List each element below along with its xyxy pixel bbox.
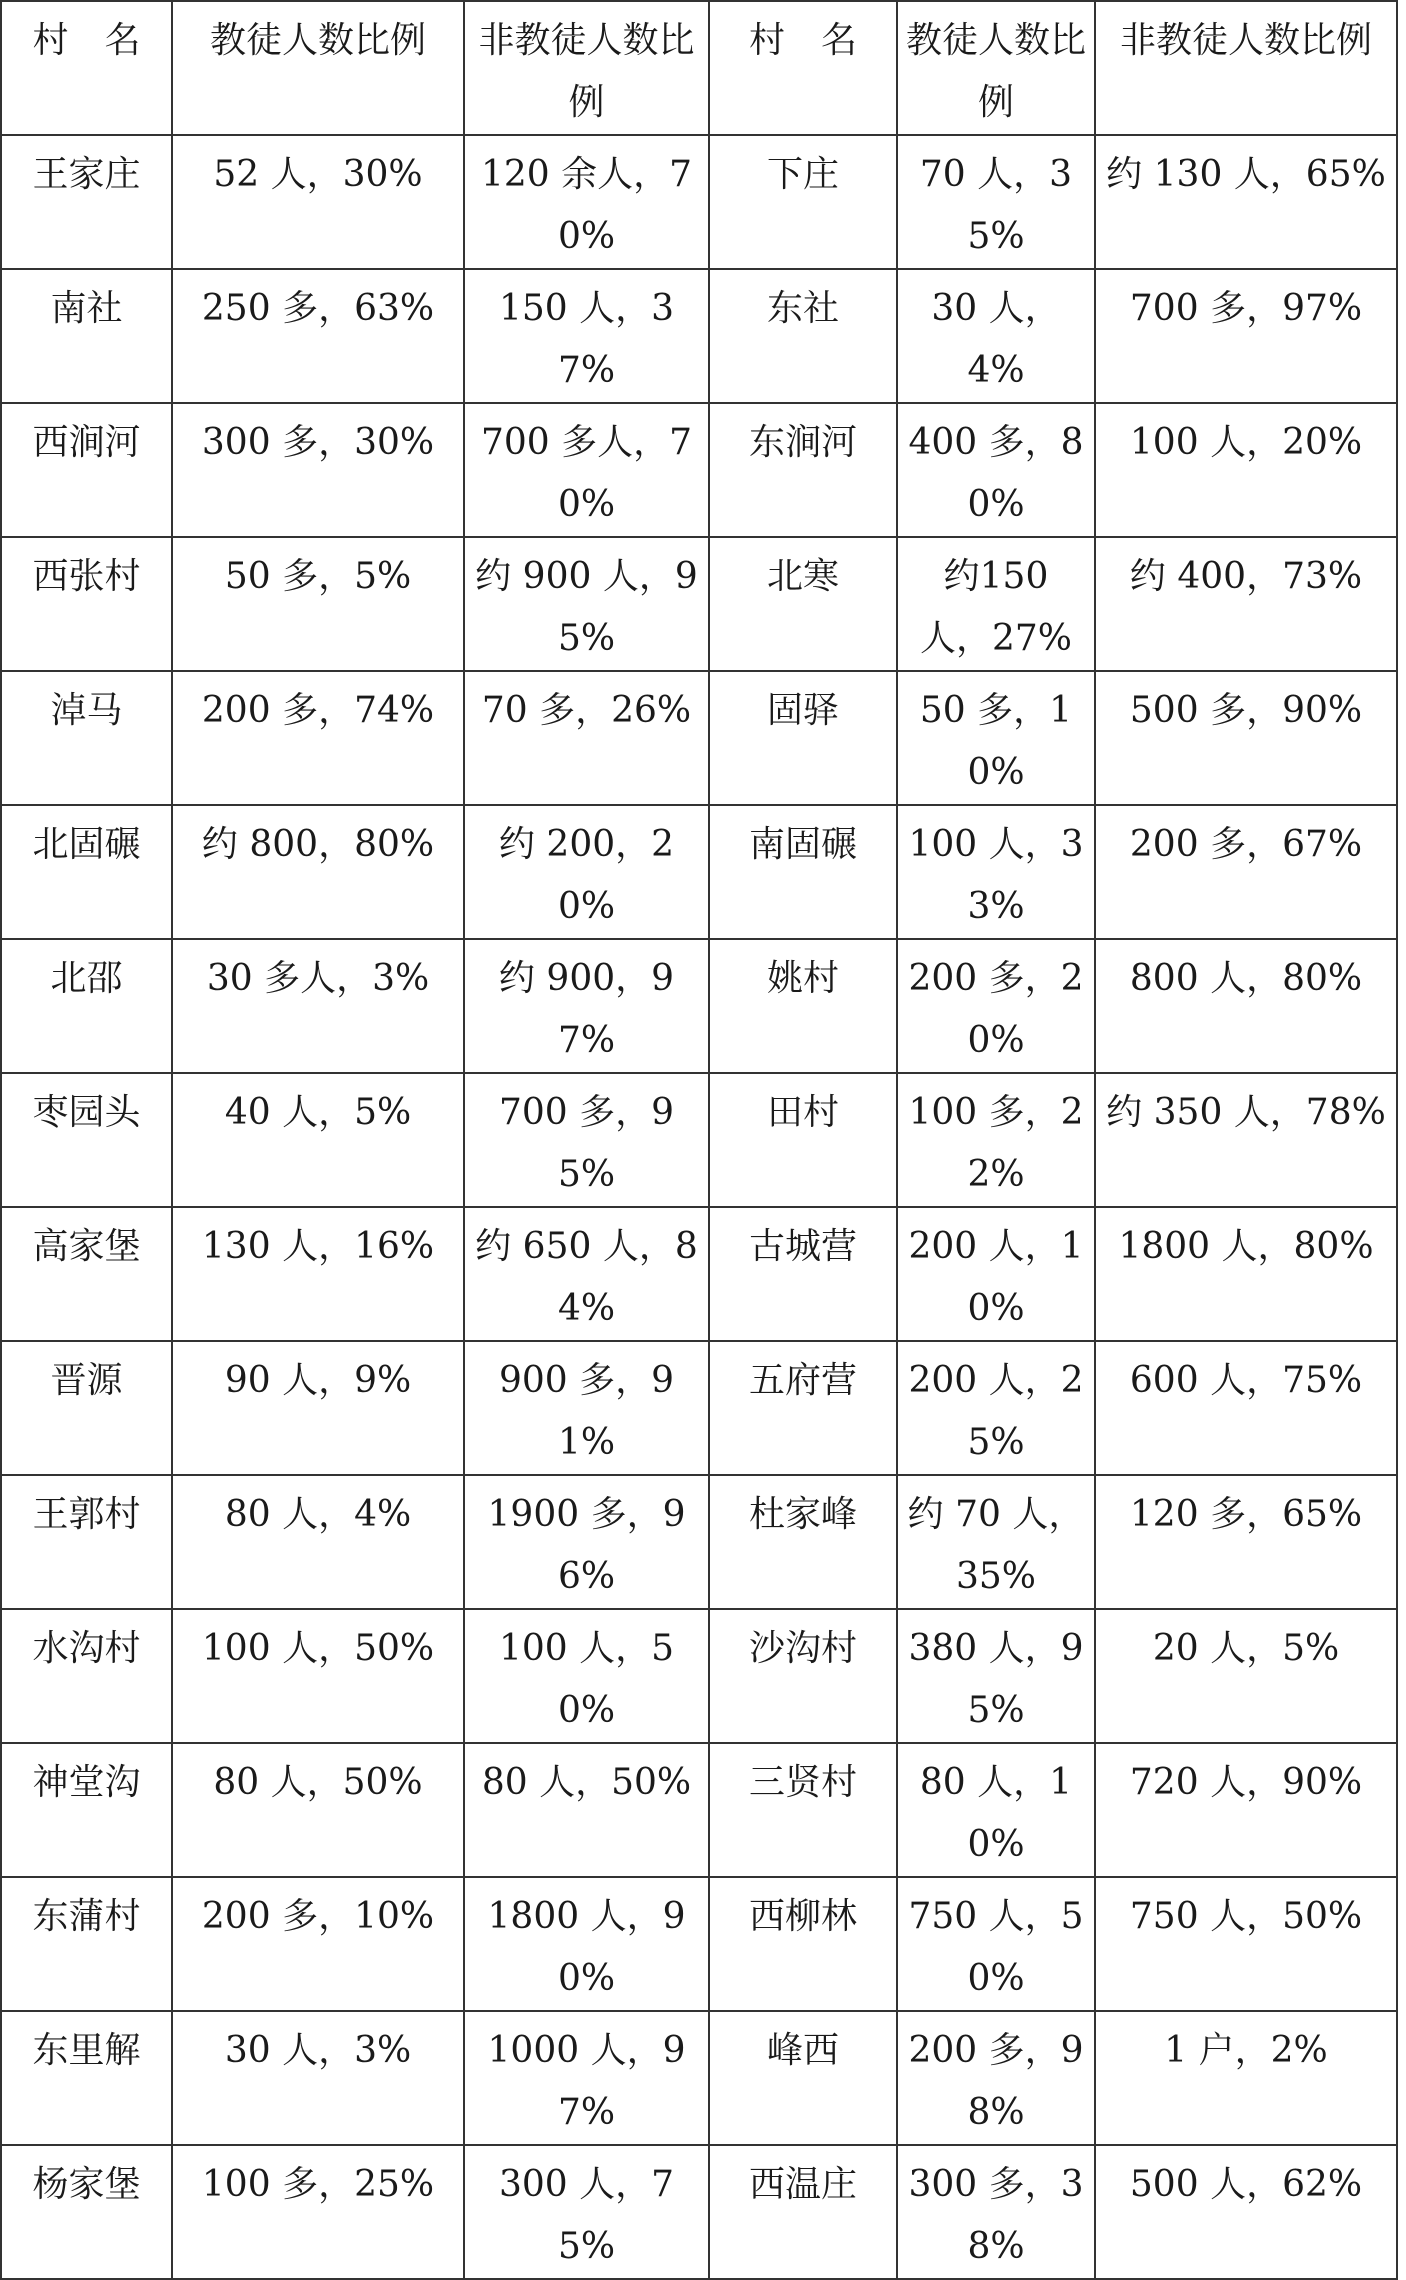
non-believer-ratio-cell: 720 人，90%	[1095, 1743, 1397, 1877]
non-believer-ratio-cell: 1900 多，96%	[464, 1475, 709, 1609]
village-name-cell: 王家庄	[1, 135, 172, 269]
village-name-cell: 南社	[1, 269, 172, 403]
believer-ratio-cell: 30 多人，3%	[172, 939, 464, 1073]
table-row	[1, 1609, 1397, 1743]
table-header-row	[1, 1, 1397, 135]
village-name-cell: 东蒲村	[1, 1877, 172, 2011]
believer-ratio-cell: 约 70 人，35%	[897, 1475, 1095, 1609]
village-name-cell: 北固碾	[1, 805, 172, 939]
believer-ratio-cell: 750 人，50%	[897, 1877, 1095, 2011]
village-name-cell: 峰西	[709, 2011, 897, 2145]
village-name-cell: 沙沟村	[709, 1609, 897, 1743]
non-believer-ratio-cell: 约 200，20%	[464, 805, 709, 939]
non-believer-ratio-cell: 80 人，50%	[464, 1743, 709, 1877]
table-row	[1, 2011, 1397, 2145]
believer-ratio-cell: 250 多，63%	[172, 269, 464, 403]
village-name-cell: 西柳林	[709, 1877, 897, 2011]
non-believer-ratio-cell: 300 人，75%	[464, 2145, 709, 2279]
header-non-believer-ratio-2: 非教徒人数比例	[1095, 1, 1397, 135]
header-believer-ratio-1: 教徒人数比例	[172, 1, 464, 135]
village-name-cell: 北寒	[709, 537, 897, 671]
non-believer-ratio-cell: 约 130 人，65%	[1095, 135, 1397, 269]
table-row	[1, 1073, 1397, 1207]
table-row	[1, 269, 1397, 403]
believer-ratio-cell: 300 多，30%	[172, 403, 464, 537]
non-believer-ratio-cell: 700 多，95%	[464, 1073, 709, 1207]
believer-ratio-cell: 200 多，20%	[897, 939, 1095, 1073]
village-name-cell: 下庄	[709, 135, 897, 269]
village-name-cell: 田村	[709, 1073, 897, 1207]
header-non-believer-ratio-1: 非教徒人数比例	[464, 1, 709, 135]
believer-ratio-cell: 100 人，50%	[172, 1609, 464, 1743]
believer-ratio-cell: 100 人，33%	[897, 805, 1095, 939]
non-believer-ratio-cell: 100 人，20%	[1095, 403, 1397, 537]
non-believer-ratio-cell: 约 900 人，95%	[464, 537, 709, 671]
village-name-cell: 淖马	[1, 671, 172, 805]
non-believer-ratio-cell: 700 多，97%	[1095, 269, 1397, 403]
village-name-cell: 晋源	[1, 1341, 172, 1475]
non-believer-ratio-cell: 200 多，67%	[1095, 805, 1397, 939]
table-row	[1, 805, 1397, 939]
believer-ratio-cell: 50 多，5%	[172, 537, 464, 671]
non-believer-ratio-cell: 120 多，65%	[1095, 1475, 1397, 1609]
table-row	[1, 2145, 1397, 2279]
believer-ratio-cell: 约150 人，27%	[897, 537, 1095, 671]
believer-ratio-cell: 70 人，35%	[897, 135, 1095, 269]
village-name-cell: 固驿	[709, 671, 897, 805]
non-believer-ratio-cell: 1000 人，97%	[464, 2011, 709, 2145]
non-believer-ratio-cell: 约 650 人，84%	[464, 1207, 709, 1341]
non-believer-ratio-cell: 500 多，90%	[1095, 671, 1397, 805]
non-believer-ratio-cell: 1800 人，90%	[464, 1877, 709, 2011]
believer-ratio-cell: 100 多，22%	[897, 1073, 1095, 1207]
believer-ratio-cell: 30 人，4%	[897, 269, 1095, 403]
village-name-cell: 西温庄	[709, 2145, 897, 2279]
non-believer-ratio-cell: 800 人，80%	[1095, 939, 1397, 1073]
village-name-cell: 三贤村	[709, 1743, 897, 1877]
table-row	[1, 1341, 1397, 1475]
village-name-cell: 西涧河	[1, 403, 172, 537]
table-row	[1, 1877, 1397, 2011]
believer-ratio-cell: 52 人，30%	[172, 135, 464, 269]
village-name-cell: 杨家堡	[1, 2145, 172, 2279]
table-row	[1, 135, 1397, 269]
believer-ratio-cell: 约 800，80%	[172, 805, 464, 939]
village-name-cell: 北邵	[1, 939, 172, 1073]
table-row	[1, 671, 1397, 805]
village-name-cell: 东里解	[1, 2011, 172, 2145]
believer-ratio-cell: 380 人，95%	[897, 1609, 1095, 1743]
village-name-cell: 古城营	[709, 1207, 897, 1341]
non-believer-ratio-cell: 600 人，75%	[1095, 1341, 1397, 1475]
header-believer-ratio-2: 教徒人数比例	[897, 1, 1095, 135]
village-name-cell: 东涧河	[709, 403, 897, 537]
table-row	[1, 403, 1397, 537]
believer-ratio-cell: 90 人，9%	[172, 1341, 464, 1475]
non-believer-ratio-cell: 1800 人，80%	[1095, 1207, 1397, 1341]
table-row	[1, 939, 1397, 1073]
believer-ratio-cell: 30 人，3%	[172, 2011, 464, 2145]
table-row	[1, 1475, 1397, 1609]
village-name-cell: 王郭村	[1, 1475, 172, 1609]
believer-ratio-cell: 40 人，5%	[172, 1073, 464, 1207]
believer-ratio-cell: 300 多，38%	[897, 2145, 1095, 2279]
table-row	[1, 1207, 1397, 1341]
header-village-name-1: 村 名	[1, 1, 172, 135]
non-believer-ratio-cell: 约 400，73%	[1095, 537, 1397, 671]
believer-ratio-cell: 130 人，16%	[172, 1207, 464, 1341]
village-name-cell: 神堂沟	[1, 1743, 172, 1877]
non-believer-ratio-cell: 700 多人，70%	[464, 403, 709, 537]
believer-ratio-cell: 50 多，10%	[897, 671, 1095, 805]
village-name-cell: 枣园头	[1, 1073, 172, 1207]
non-believer-ratio-cell: 70 多，26%	[464, 671, 709, 805]
header-village-name-2: 村 名	[709, 1, 897, 135]
believer-ratio-cell: 100 多，25%	[172, 2145, 464, 2279]
non-believer-ratio-cell: 750 人，50%	[1095, 1877, 1397, 2011]
village-name-cell: 水沟村	[1, 1609, 172, 1743]
believer-ratio-cell: 200 多，10%	[172, 1877, 464, 2011]
table-body	[1, 1, 1397, 2279]
table-row	[1, 1743, 1397, 1877]
non-believer-ratio-cell: 120 余人，70%	[464, 135, 709, 269]
village-name-cell: 五府营	[709, 1341, 897, 1475]
believer-ratio-cell: 80 人，50%	[172, 1743, 464, 1877]
village-name-cell: 南固碾	[709, 805, 897, 939]
village-name-cell: 杜家峰	[709, 1475, 897, 1609]
non-believer-ratio-cell: 100 人，50%	[464, 1609, 709, 1743]
believer-ratio-cell: 80 人，4%	[172, 1475, 464, 1609]
non-believer-ratio-cell: 500 人，62%	[1095, 2145, 1397, 2279]
non-believer-ratio-cell: 20 人，5%	[1095, 1609, 1397, 1743]
table-row	[1, 537, 1397, 671]
village-name-cell: 高家堡	[1, 1207, 172, 1341]
non-believer-ratio-cell: 约 900，97%	[464, 939, 709, 1073]
non-believer-ratio-cell: 150 人，37%	[464, 269, 709, 403]
non-believer-ratio-cell: 约 350 人，78%	[1095, 1073, 1397, 1207]
believer-ratio-cell: 80 人，10%	[897, 1743, 1095, 1877]
non-believer-ratio-cell: 1 户，2%	[1095, 2011, 1397, 2145]
village-name-cell: 西张村	[1, 537, 172, 671]
non-believer-ratio-cell: 900 多，91%	[464, 1341, 709, 1475]
believer-ratio-cell: 200 多，74%	[172, 671, 464, 805]
village-name-cell: 姚村	[709, 939, 897, 1073]
believer-ratio-cell: 200 人，25%	[897, 1341, 1095, 1475]
village-name-cell: 东社	[709, 269, 897, 403]
believer-ratio-cell: 200 多，98%	[897, 2011, 1095, 2145]
believer-ratio-cell: 200 人，10%	[897, 1207, 1095, 1341]
believer-ratio-cell: 400 多，80%	[897, 403, 1095, 537]
